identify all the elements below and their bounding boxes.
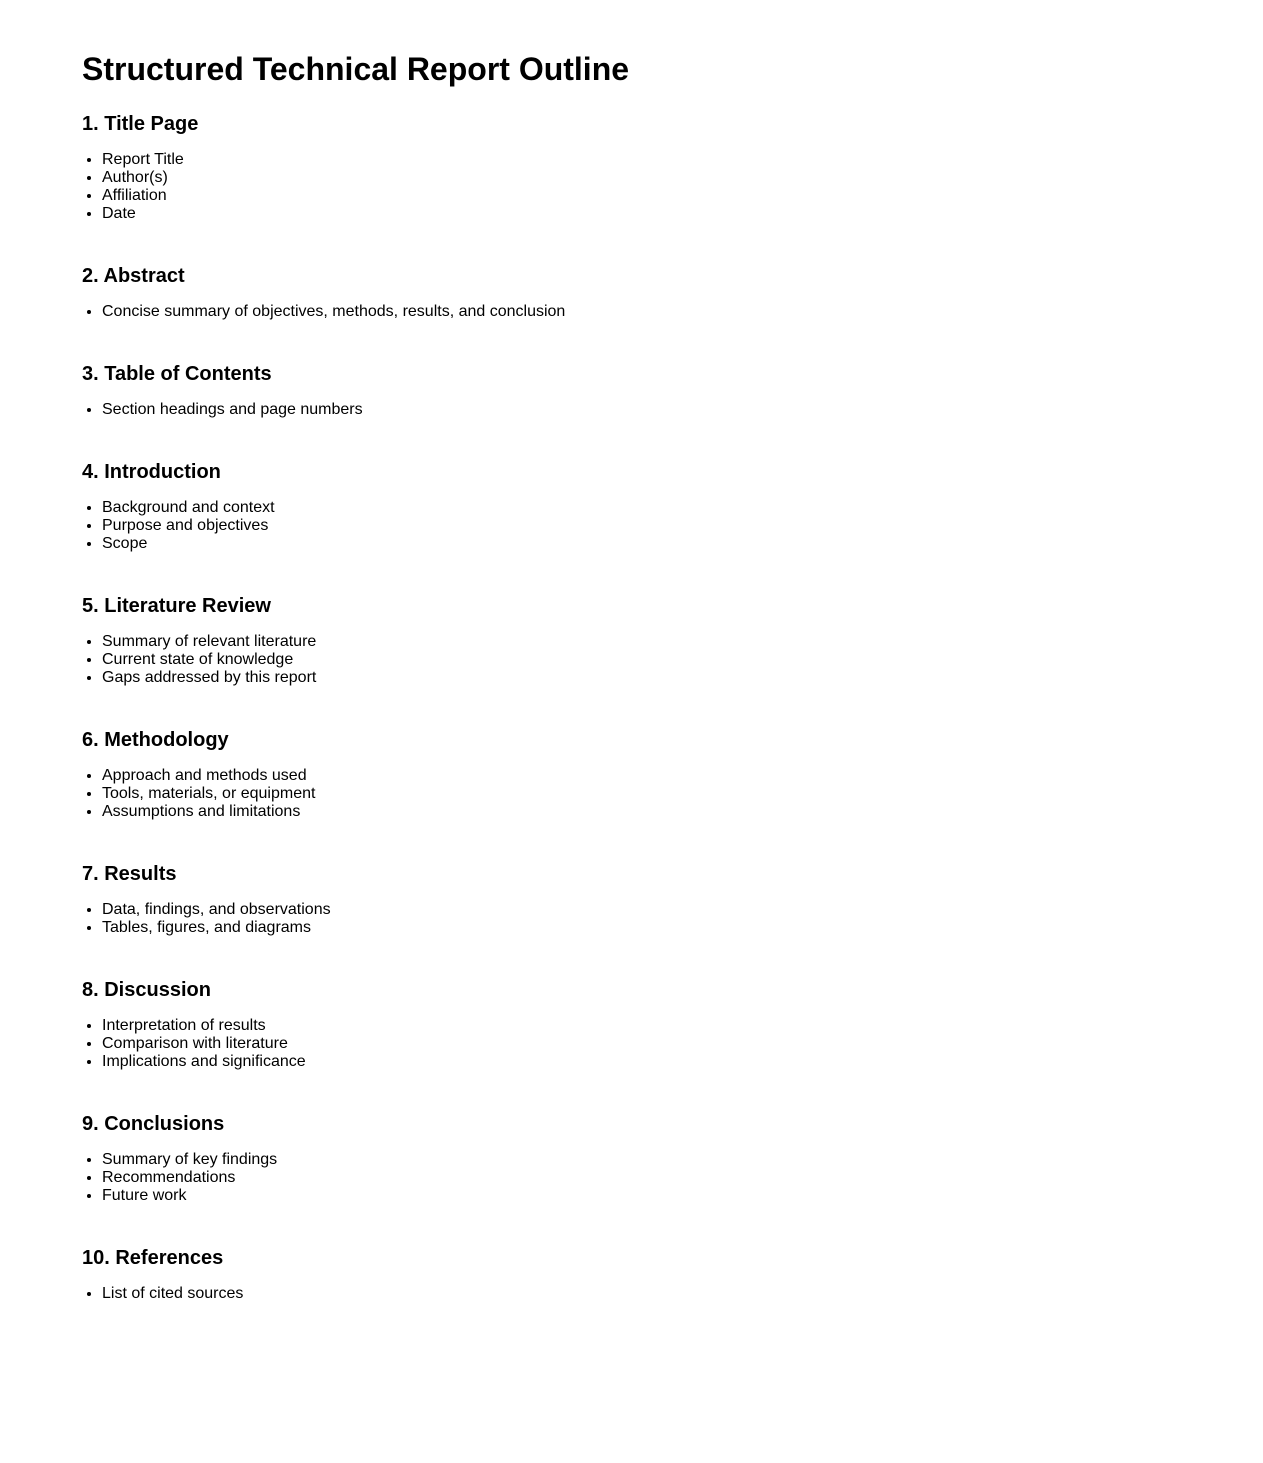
list-item: • Data, findings, and observations bbox=[102, 901, 1263, 919]
section-item-list bbox=[82, 901, 1263, 937]
section-heading: 4. Introduction bbox=[82, 461, 221, 483]
section-item-list bbox=[82, 633, 1263, 687]
list-item: • List of cited sources bbox=[102, 1285, 1263, 1301]
section-heading: 10. References bbox=[82, 1247, 224, 1269]
section-item-list bbox=[82, 1285, 1263, 1301]
outline-section bbox=[82, 978, 1263, 1071]
section-heading: 6. Methodology bbox=[82, 729, 229, 751]
list-item: • Current state of knowledge bbox=[102, 651, 1263, 669]
list-item: • Scope bbox=[102, 535, 1263, 553]
outline-section bbox=[82, 1112, 1263, 1205]
list-item: • Recommendations bbox=[102, 1169, 1263, 1187]
outline-section bbox=[82, 1246, 1263, 1301]
outline-section bbox=[82, 862, 1263, 937]
section-heading: 3. Table of Contents bbox=[82, 363, 272, 385]
section-item-list bbox=[82, 499, 1263, 553]
list-item: • Purpose and objectives bbox=[102, 517, 1263, 535]
outline-section bbox=[82, 362, 1263, 419]
section-heading: 7. Results bbox=[82, 863, 177, 885]
section-heading: 9. Conclusions bbox=[82, 1113, 225, 1135]
outline-section bbox=[82, 264, 1263, 321]
list-item: • Concise summary of objectives, methods, results, and conclusion bbox=[102, 303, 1263, 321]
list-item: • Summary of key findings bbox=[102, 1151, 1263, 1169]
outline-section bbox=[82, 728, 1263, 821]
section-item-list bbox=[82, 401, 1263, 419]
section-item-list bbox=[82, 151, 1263, 223]
section-heading: 5. Literature Review bbox=[82, 595, 271, 617]
list-item: • Comparison with literature bbox=[102, 1035, 1263, 1053]
list-item: • Implications and significance bbox=[102, 1053, 1263, 1071]
list-item: • Tables, figures, and diagrams bbox=[102, 919, 1263, 937]
list-item: • Approach and methods used bbox=[102, 767, 1263, 785]
list-item: • Author(s) bbox=[102, 169, 1263, 187]
list-item: • Future work bbox=[102, 1187, 1263, 1205]
page-title: Structured Technical Report Outline bbox=[82, 51, 630, 87]
section-heading: 2. Abstract bbox=[82, 265, 185, 287]
sections-container bbox=[82, 112, 1263, 1301]
list-item: • Gaps addressed by this report bbox=[102, 669, 1263, 687]
list-item: • Assumptions and limitations bbox=[102, 803, 1263, 821]
list-item: • Summary of relevant literature bbox=[102, 633, 1263, 651]
section-heading: 8. Discussion bbox=[82, 979, 211, 1001]
outline-section bbox=[82, 594, 1263, 687]
list-item: • Interpretation of results bbox=[102, 1017, 1263, 1035]
list-item: • Background and context bbox=[102, 499, 1263, 517]
outline-section bbox=[82, 112, 1263, 223]
section-item-list bbox=[82, 767, 1263, 821]
section-item-list bbox=[82, 1017, 1263, 1071]
list-item: • Report Title bbox=[102, 151, 1263, 169]
list-item: • Tools, materials, or equipment bbox=[102, 785, 1263, 803]
list-item: • Affiliation bbox=[102, 187, 1263, 205]
section-item-list bbox=[82, 303, 1263, 321]
section-heading: 1. Title Page bbox=[82, 113, 199, 135]
section-item-list bbox=[82, 1151, 1263, 1205]
outline-section bbox=[82, 460, 1263, 553]
list-item: • Section headings and page numbers bbox=[102, 401, 1263, 419]
list-item: • Date bbox=[102, 205, 1263, 223]
